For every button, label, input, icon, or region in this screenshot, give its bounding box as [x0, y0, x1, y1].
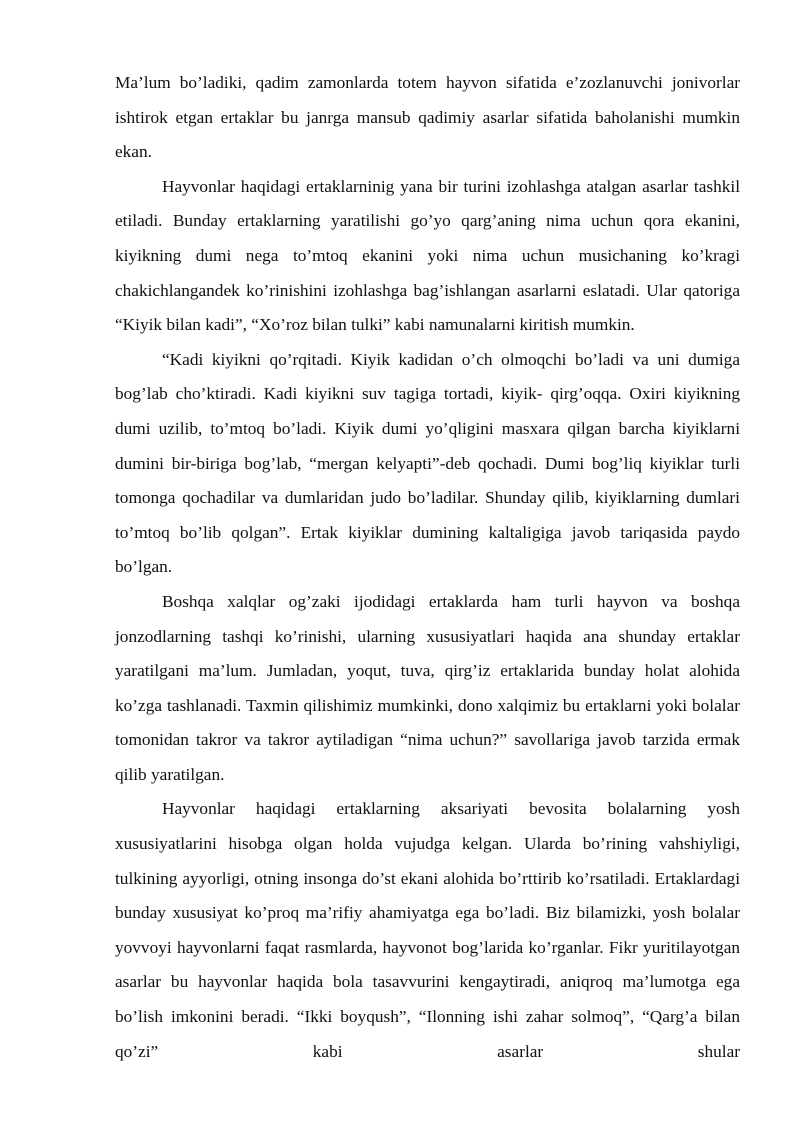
- document-page: [115, 66, 740, 1069]
- paragraph-4: Boshqa xalqlar og’zaki ijodidagi ertaklarda ham turli hayvon va boshqa jonzodlarning tashqi ko’rinishi, ularning xususiyatlari haqida ana shunday ertaklar yaratilgani ma’lum. Jumladan, yoqut, tuva, qirg’iz ertaklarida bunday holat alohida ko’zga tashlanadi. Taxmin qilishimiz mumkinki, dono xalqimiz bu ertaklarni yoki bolalar tomonidan takror va takror aytiladigan “nima uchun?” savollariga javob tarzida ermak qilib yaratilgan.: [115, 591, 740, 784]
- paragraph-3: “Kadi kiyikni qo’rqitadi. Kiyik kadidan o’ch olmoqchi bo’ladi va uni dumiga bog’lab cho’ktiradi. Kadi kiyikni suv tagiga tortadi, kiyik- qirg’oqqa. Oxiri kiyikning dumi uzilib, to’mtoq bo’ladi. Kiyik dumi yo’qligini masxara qilgan barcha kiyiklarni dumini bir-biriga bog’lab, “mergan kelyapti”-deb qochadi. Dumi bog’liq kiyiklar turli tomonga qochadilar va dumlaridan judo bo’ladilar. Shunday qilib, kiyiklarning dumlari to’mtoq bo’lib qolgan”. Ertak kiyiklar dumining kaltaligiga javob tariqasida paydo bo’lgan.: [115, 349, 740, 577]
- paragraph-1: Ma’lum bo’ladiki, qadim zamonlarda totem hayvon sifatida e’zozlanuvchi jonivorlar ishtirok etgan ertaklar bu janrga mansub qadimiy asarlar sifatida baholanishi mumkin ekan.: [115, 73, 740, 162]
- paragraph-2: Hayvonlar haqidagi ertaklarninig yana bir turini izohlashga atalgan asarlar tashkil etiladi. Bunday ertaklarning yaratilishi go’yo qarg’aning nima uchun qora ekanini, kiyikning dumi nega to’mtoq ekanini yoki nima uchun musichaning ko’kragi chakichlangandek ko’rinishini izohlashga bag’ishlangan asarlarni eslatadi. Ular qatoriga “Kiyik bilan kadi”, “Xo’roz bilan tulki” kabi namunalarni kiritish mumkin.: [115, 176, 740, 335]
- paragraph-5: Hayvonlar haqidagi ertaklarning aksariyati bevosita bolalarning yosh xususiyatlarini hisobga olgan holda vujudga kelgan. Ularda bo’rining vahshiyligi, tulkining ayyorligi, otning insonga do’st ekani alohida bo’rttirib ko’rsatiladi. Ertaklardagi bunday xususiyat ko’proq ma’rifiy ahamiyatga ega bo’ladi. Biz bilamizki, yosh bolalar yovvoyi hayvonlarni faqat rasmlarda, hayvonot bog’larida ko’rganlar. Fikr yuritilayotgan asarlar bu hayvonlar haqida bola tasavvurini kengaytiradi, aniqroq ma’lumotga ega bo’lish imkonini beradi. “Ikki boyqush”, “Ilonning ishi zahar solmoq”, “Qarg’a bilan qo’zi” kabi asarlar shular: [115, 799, 740, 1061]
